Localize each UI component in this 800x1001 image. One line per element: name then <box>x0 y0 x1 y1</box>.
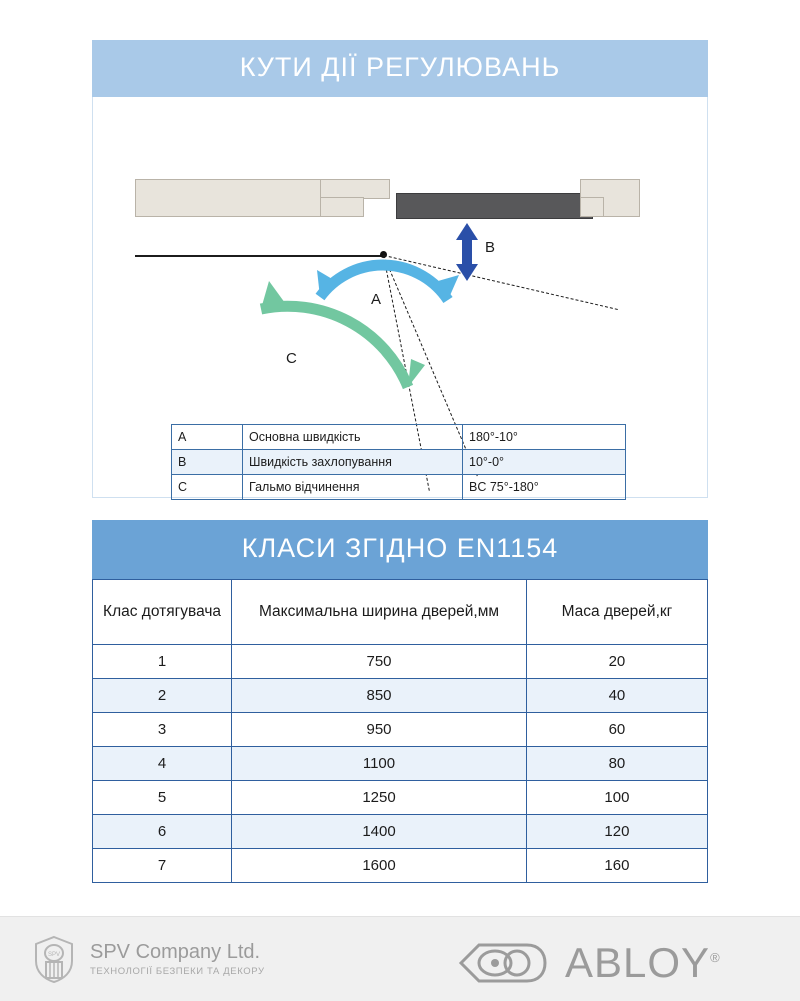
classes-section-title: КЛАСИ ЗГІДНО EN1154 <box>92 520 708 579</box>
spv-company-logo <box>28 933 265 985</box>
arc-c-green <box>261 281 425 387</box>
param-name: Гальмо відчинення <box>243 475 463 500</box>
param-name: Швидкість захлопування <box>243 450 463 475</box>
label-b: B <box>485 239 496 256</box>
label-c: C <box>286 350 297 367</box>
column-header-class: Клас дотягувача <box>93 580 232 645</box>
column-header-mass: Маса дверей,кг <box>526 580 707 645</box>
table-row <box>172 450 626 475</box>
cell-mass: 160 <box>526 849 707 883</box>
cell-mass: 80 <box>526 747 707 781</box>
angles-parameters-table <box>171 424 626 500</box>
cell-mass: 20 <box>526 645 707 679</box>
table-row <box>172 425 626 450</box>
param-key: B <box>172 450 243 475</box>
cell-mass: 100 <box>526 781 707 815</box>
cell-class: 4 <box>93 747 232 781</box>
table-header-row <box>93 580 708 645</box>
table-row <box>93 815 708 849</box>
cell-width: 1600 <box>232 849 527 883</box>
cell-class: 1 <box>93 645 232 679</box>
label-a: A <box>371 291 382 308</box>
abloy-logo <box>455 937 721 989</box>
table-row <box>93 713 708 747</box>
table-row <box>93 781 708 815</box>
angles-section-title: КУТИ ДІЇ РЕГУЛЮВАНЬ <box>92 40 708 97</box>
table-row <box>172 475 626 500</box>
abloy-wordmark <box>565 939 721 986</box>
cell-width: 750 <box>232 645 527 679</box>
cell-width: 1250 <box>232 781 527 815</box>
adjustment-angles-section <box>92 40 708 498</box>
cell-width: 850 <box>232 679 527 713</box>
cell-mass: 40 <box>526 679 707 713</box>
svg-text:SPV: SPV <box>47 952 61 958</box>
en1154-classes-table <box>92 579 708 883</box>
shield-logo-icon <box>28 933 80 985</box>
cell-mass: 60 <box>526 713 707 747</box>
spv-company-tagline: ТЕХНОЛОГІЇ БЕЗПЕКИ ТА ДЕКОРУ <box>90 966 265 977</box>
cell-class: 7 <box>93 849 232 883</box>
cell-class: 3 <box>93 713 232 747</box>
table-row <box>93 849 708 883</box>
cell-class: 6 <box>93 815 232 849</box>
arc-a-blue <box>317 265 459 300</box>
spv-company-name: SPV Company Ltd. <box>90 941 261 963</box>
column-header-width: Максимальна ширина дверей,мм <box>232 580 527 645</box>
table-row <box>93 747 708 781</box>
param-key: A <box>172 425 243 450</box>
cell-width: 1400 <box>232 815 527 849</box>
abloy-name: ABLOY <box>565 939 711 986</box>
cell-class: 2 <box>93 679 232 713</box>
param-key: C <box>172 475 243 500</box>
param-value: 180°-10° <box>463 425 626 450</box>
cell-class: 5 <box>93 781 232 815</box>
param-value: BC 75°-180° <box>463 475 626 500</box>
cell-width: 1100 <box>232 747 527 781</box>
angles-diagram <box>92 97 708 498</box>
param-name: Основна швидкість <box>243 425 463 450</box>
abloy-mark-icon <box>455 937 551 989</box>
footer-bar <box>0 916 800 1001</box>
en1154-classes-section <box>92 520 708 883</box>
table-row <box>93 645 708 679</box>
param-value: 10°-0° <box>463 450 626 475</box>
cell-width: 950 <box>232 713 527 747</box>
table-row <box>93 679 708 713</box>
arrow-b-blue <box>456 223 478 281</box>
abloy-trademark: ® <box>710 950 721 965</box>
cell-mass: 120 <box>526 815 707 849</box>
